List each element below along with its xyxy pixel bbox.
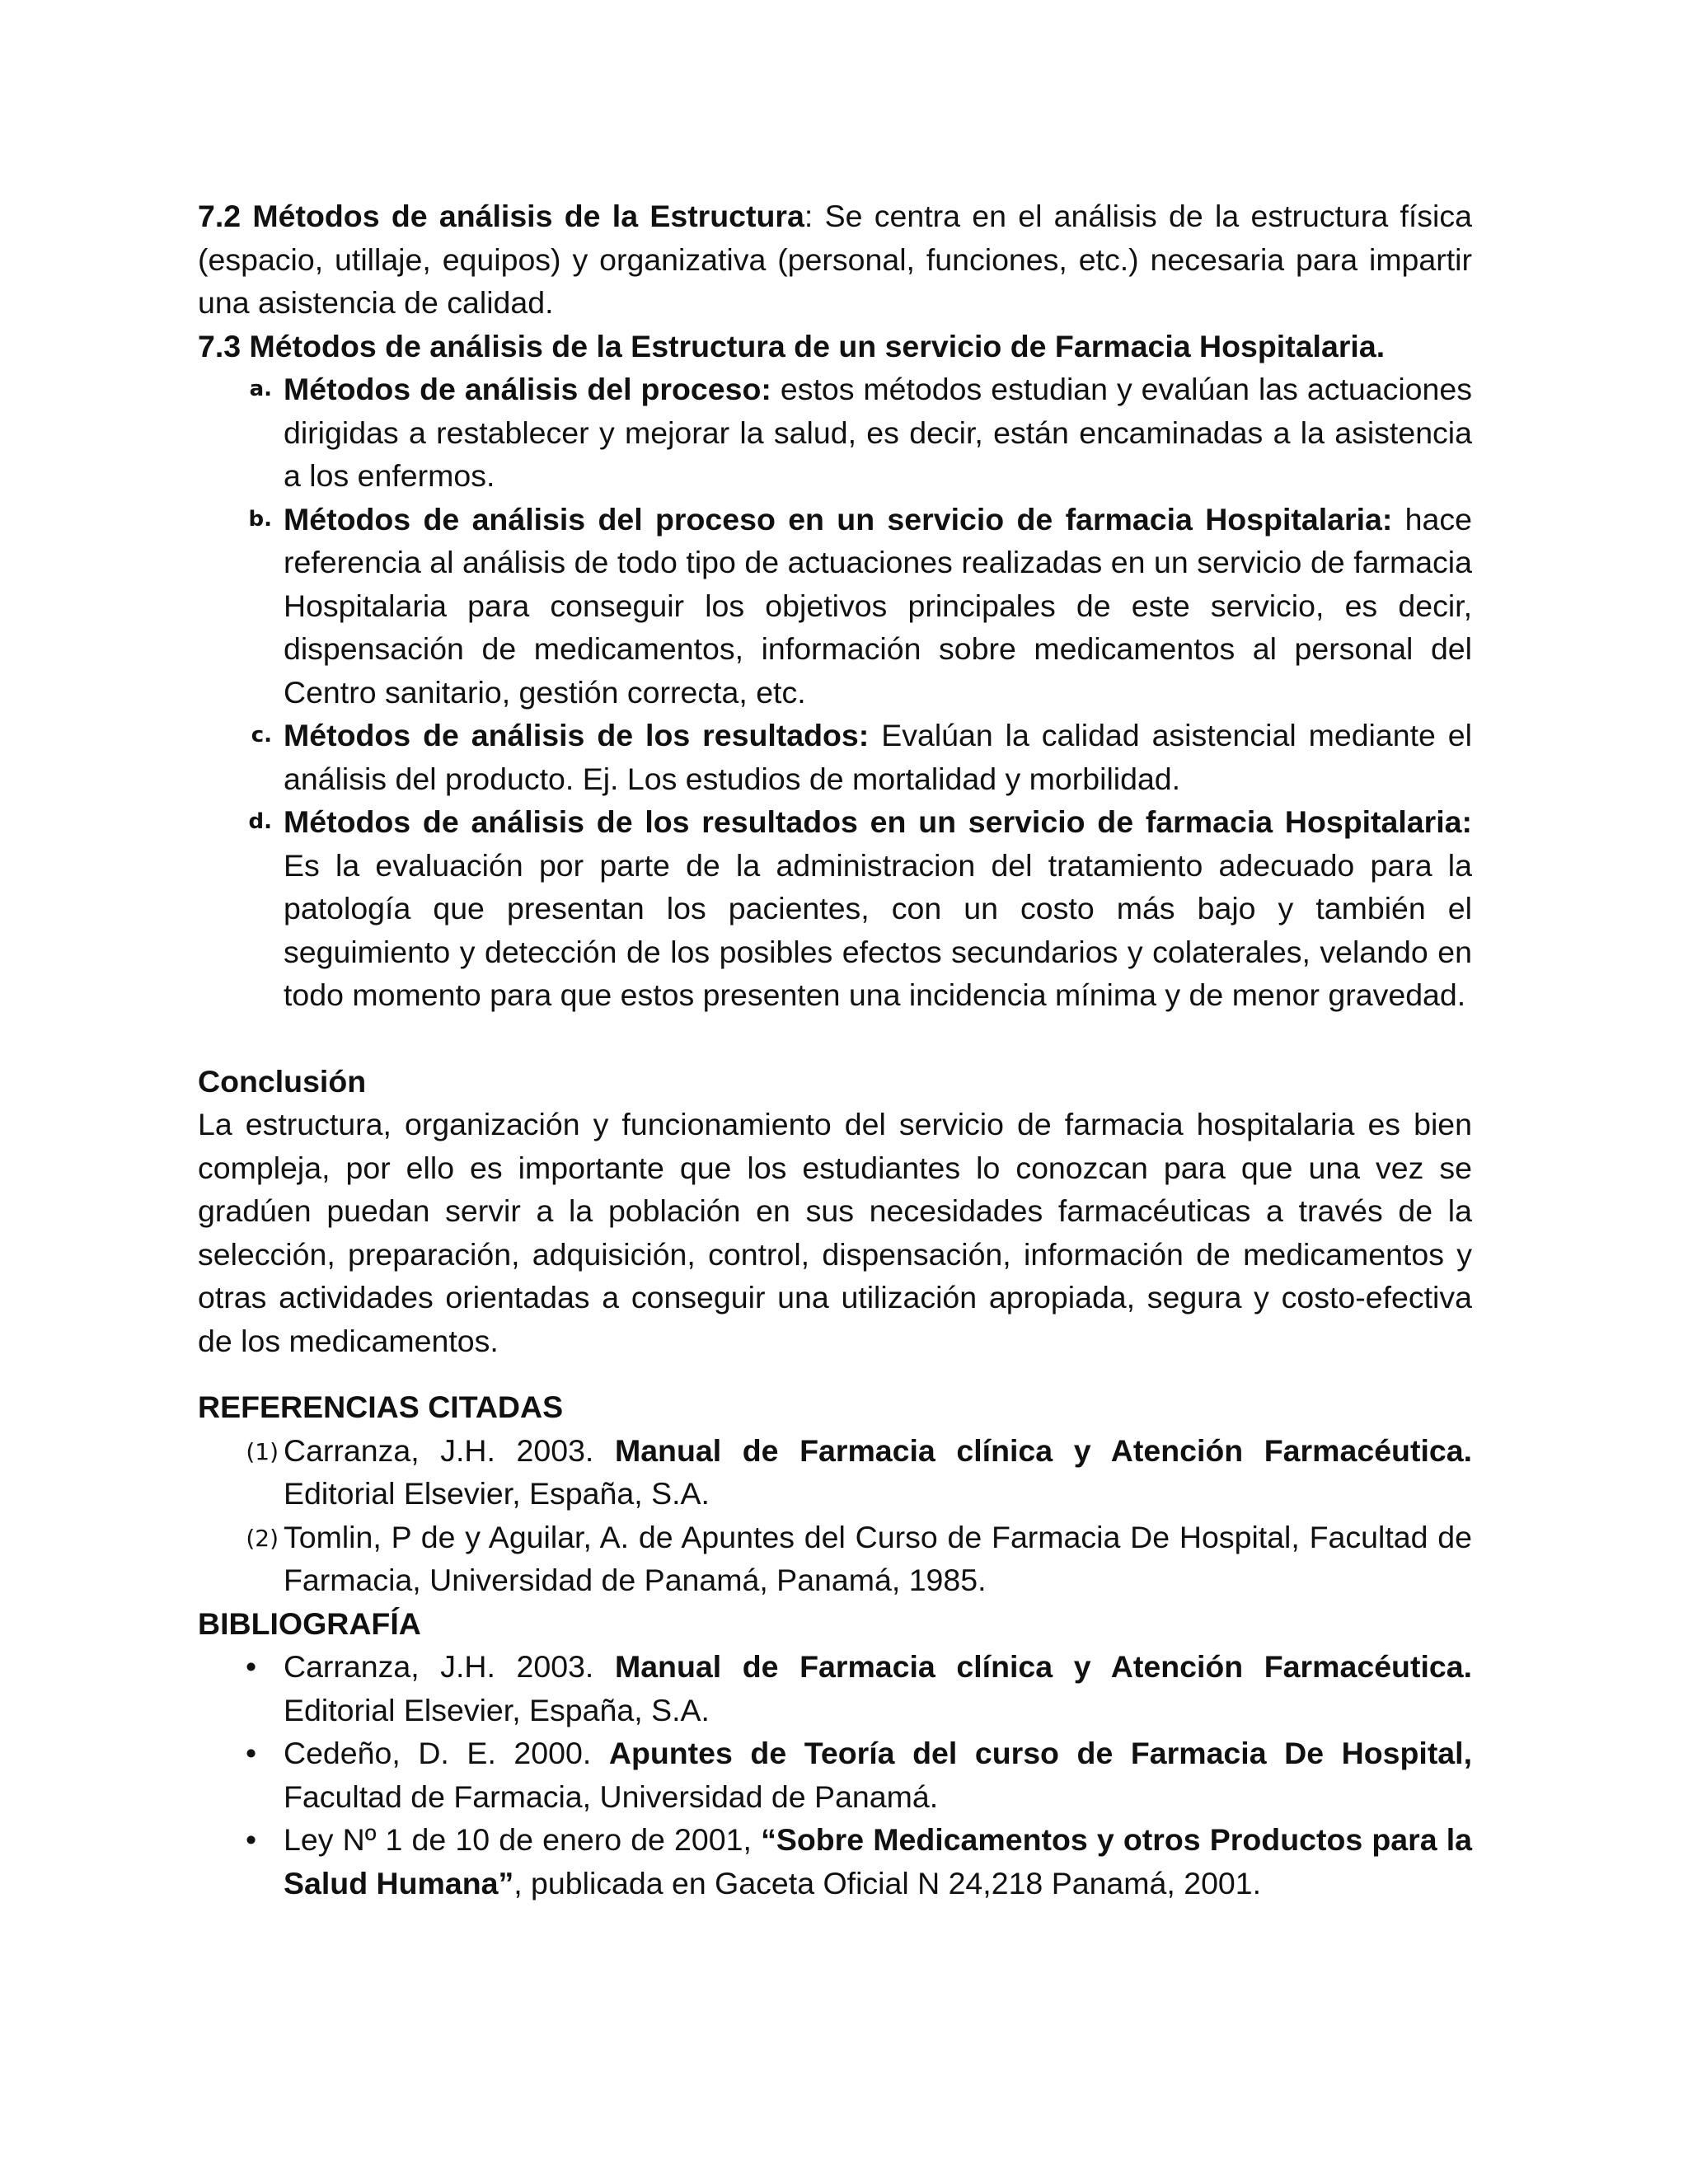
reference-pre: Carranza, J.H. 2003. <box>284 1432 615 1468</box>
references-list <box>198 1429 1472 1602</box>
reference-item <box>198 1516 1472 1602</box>
section-7-3-title: 7.3 Métodos de análisis de la Estructura de un servicio de Farmacia Hospitalaria. <box>198 328 1386 363</box>
bibliography-pre: Cedeño, D. E. 2000. <box>284 1736 609 1770</box>
reference-item <box>198 1429 1472 1516</box>
list-item-text: estos métodos estudian y evalúan las actuaciones dirigidas a restablecer y mejorar la salud, es decir, están encaminadas a la asistencia a los enfermos. <box>284 372 1472 493</box>
bibliography-post: Editorial Elsevier, España, S.A. <box>284 1692 710 1727</box>
conclusion-text: La estructura, organización y funcionamiento del servicio de farmacia hospitalaria es bien compleja, por ello es importante que los estudiantes lo conozcan para que una vez se gradúen puedan servir a la población en sus necesidades farmacéuticas a través de la selección, preparación, adquisición, control, dispensación, información de medicamentos y otras actividades orientadas a conseguir una utilización apropiada, segura y costo-efectiva de los medicamentos. <box>198 1107 1472 1358</box>
bibliography-bold: “Sobre Medicamentos y otros Productos para la Salud Humana” <box>284 1822 1473 1900</box>
bibliography-post: Facultad de Farmacia, Universidad de Panamá. <box>284 1779 939 1814</box>
bibliography-list <box>198 1645 1472 1905</box>
bullet-marker: • <box>246 1736 257 1770</box>
section-7-2-paragraph <box>198 194 1472 325</box>
list-item-text: hace referencia al análisis de todo tipo de actuaciones realizadas en un servicio de farmacia Hospitalaria para conseguir los objetivos principales de este servicio, es decir, dispensación de medicamentos, información sobre medicamentos al personal del Centro sanitario, gestión correcta, etc. <box>284 501 1472 710</box>
list-marker: b. <box>248 506 272 532</box>
bibliography-bold: Apuntes de Teoría del curso de Farmacia De Hospital, <box>608 1736 1472 1770</box>
reference-post: Editorial Elsevier, España, S.A. <box>284 1476 710 1511</box>
list-item-text: Evalúan la calidad asistencial mediante el análisis del producto. Ej. Los estudios de mortalidad y morbilidad. <box>284 718 1472 796</box>
bullet-marker: • <box>246 1649 257 1684</box>
list-item-bold: Métodos de análisis de los resultados en un servicio de farmacia Hospitalaria: <box>284 804 1472 839</box>
bibliography-title: BIBLIOGRAFÍA <box>198 1605 421 1641</box>
list-item <box>198 714 1472 800</box>
section-7-2-title: 7.2 Métodos de análisis de la Estructura <box>198 199 804 233</box>
list-marker: a. <box>249 377 272 401</box>
document-page <box>198 194 1472 1905</box>
list-marker: c. <box>251 723 272 748</box>
bibliography-pre: Carranza, J.H. 2003. <box>284 1649 615 1684</box>
reference-marker: (2) <box>246 1524 279 1552</box>
methods-list <box>198 368 1472 1017</box>
reference-pre: Tomlin, P de y Aguilar, A. de Apuntes del Curso de Farmacia De Hospital, Facultad de Farmacia, Universidad de Panamá, Panamá, 1985. <box>284 1519 1472 1597</box>
bibliography-pre: Ley Nº 1 de 10 de enero de 2001, <box>284 1822 762 1857</box>
bibliography-item <box>198 1818 1472 1905</box>
bibliography-item <box>198 1732 1472 1818</box>
list-item-bold: Métodos de análisis del proceso: <box>284 372 771 406</box>
conclusion-title: Conclusión <box>198 1063 367 1099</box>
reference-marker: (1) <box>246 1437 279 1465</box>
list-item-bold: Métodos de análisis del proceso en un servicio de farmacia Hospitalaria: <box>284 501 1393 537</box>
list-item <box>198 498 1472 715</box>
list-item <box>198 800 1472 1017</box>
list-item-bold: Métodos de análisis de los resultados: <box>284 718 870 752</box>
bibliography-item <box>198 1645 1472 1732</box>
references-title: REFERENCIAS CITADAS <box>198 1390 564 1424</box>
reference-bold: Manual de Farmacia clínica y Atención Farmacéutica. <box>614 1432 1472 1468</box>
list-item-text: Es la evaluación por parte de la administracion del tratamiento adecuado para la patología que presentan los pacientes, con un costo más bajo y también el seguimiento y detección de los posibles efectos secundarios y colaterales, velando en todo momento para que estos presenten una incidencia mínima y de menor gravedad. <box>284 847 1472 1012</box>
list-item <box>198 368 1472 498</box>
section-7-2-text: : Se centra en el análisis de la estructura física (espacio, utillaje, equipos) y organizativa (personal, funciones, etc.) necesaria para impartir una asistencia de calidad. <box>198 199 1472 320</box>
bibliography-bold: Manual de Farmacia clínica y Atención Farmacéutica. <box>614 1649 1472 1684</box>
bibliography-post: , publicada en Gaceta Oficial N 24,218 Panamá, 2001. <box>513 1865 1262 1900</box>
bullet-marker: • <box>246 1822 257 1857</box>
list-marker: d. <box>248 809 272 834</box>
